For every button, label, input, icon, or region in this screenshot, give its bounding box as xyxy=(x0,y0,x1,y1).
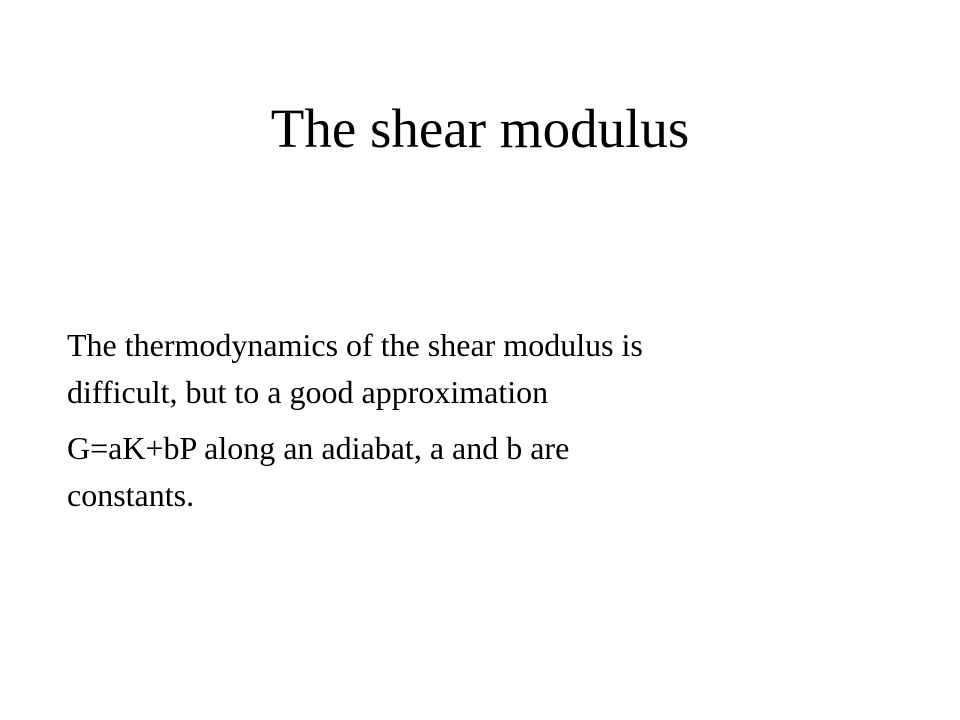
slide-body xyxy=(67,322,867,519)
paragraph-1-line-1: The thermodynamics of the shear modulus is xyxy=(67,327,643,363)
body-paragraph-1 xyxy=(67,322,867,416)
slide-title: The shear modulus xyxy=(270,98,690,159)
paragraph-2-line-1: G=aK+bP along an adiabat, a and b are xyxy=(67,430,570,466)
body-paragraph-2 xyxy=(67,425,867,519)
paragraph-2-line-2: constants. xyxy=(67,477,195,513)
paragraph-1-line-2: difficult, but to a good approximation xyxy=(67,374,549,410)
